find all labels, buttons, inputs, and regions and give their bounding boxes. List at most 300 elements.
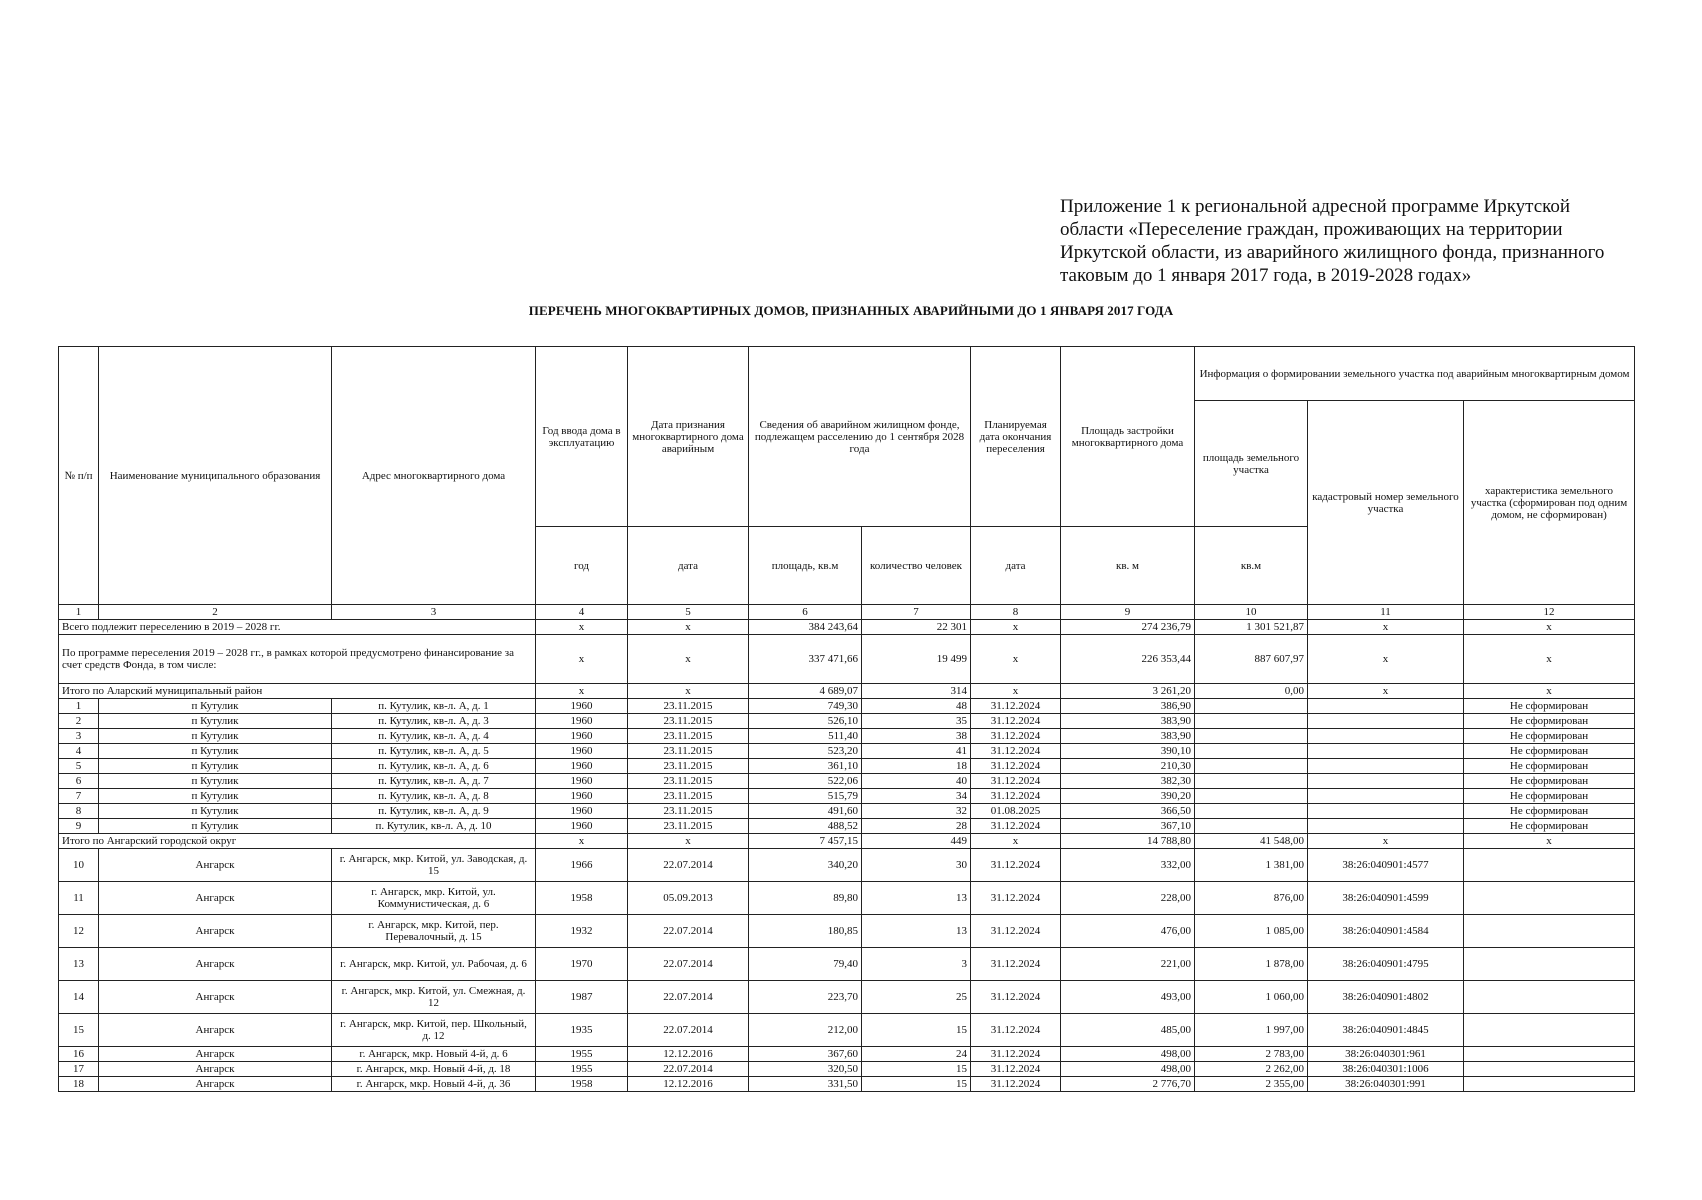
row-number: 17 bbox=[59, 1062, 99, 1077]
end-date-cell: 31.12.2024 bbox=[971, 714, 1061, 729]
build-area-cell: 228,00 bbox=[1061, 882, 1195, 915]
people-cell: 30 bbox=[862, 849, 971, 882]
column-number: 9 bbox=[1061, 605, 1195, 620]
land-area-cell bbox=[1195, 789, 1308, 804]
appendix-line: таковым до 1 января 2017 года, в 2019-2028 годах» bbox=[1060, 265, 1472, 286]
municipality-cell: Ангарск bbox=[99, 882, 332, 915]
row-number: 1 bbox=[59, 699, 99, 714]
address-cell: г. Ангарск, мкр. Новый 4-й, д. 36 bbox=[332, 1077, 536, 1092]
land-area-cell bbox=[1195, 744, 1308, 759]
municipality-cell: Ангарск bbox=[99, 981, 332, 1014]
address-cell: г. Ангарск, мкр. Китой, ул. Заводская, д. 15 bbox=[332, 849, 536, 882]
end-date-cell: 31.12.2024 bbox=[971, 915, 1061, 948]
cadastral-cell: 38:26:040301:991 bbox=[1308, 1077, 1464, 1092]
build-area-cell: 390,10 bbox=[1061, 744, 1195, 759]
land-status-cell bbox=[1464, 981, 1635, 1014]
unit-area: площадь, кв.м bbox=[749, 527, 862, 605]
row-number: 3 bbox=[59, 729, 99, 744]
area-cell: 89,80 bbox=[749, 882, 862, 915]
program-cell: x bbox=[971, 635, 1061, 684]
column-number: 8 bbox=[971, 605, 1061, 620]
area-cell: 361,10 bbox=[749, 759, 862, 774]
header-build-area: Площадь застройки многоквартирного дома bbox=[1061, 347, 1195, 527]
cadastral-cell bbox=[1308, 759, 1464, 774]
municipality-cell: п Кутулик bbox=[99, 774, 332, 789]
row-number: 7 bbox=[59, 789, 99, 804]
end-date-cell: 31.12.2024 bbox=[971, 744, 1061, 759]
column-number: 12 bbox=[1464, 605, 1635, 620]
land-status-cell: Не сформирован bbox=[1464, 789, 1635, 804]
table-row bbox=[59, 699, 1635, 714]
end-date-cell: 31.12.2024 bbox=[971, 699, 1061, 714]
build-area-cell: 485,00 bbox=[1061, 1014, 1195, 1047]
cadastral-cell bbox=[1308, 774, 1464, 789]
appendix-line: области «Переселение граждан, проживающих на территории bbox=[1060, 219, 1563, 240]
row-number: 18 bbox=[59, 1077, 99, 1092]
address-cell: п. Кутулик, кв-л. А, д. 7 bbox=[332, 774, 536, 789]
build-area-cell: 493,00 bbox=[1061, 981, 1195, 1014]
column-numbers-row bbox=[59, 605, 1635, 620]
people-cell: 3 bbox=[862, 948, 971, 981]
year-cell: 1960 bbox=[536, 819, 628, 834]
total-cell: x bbox=[971, 620, 1061, 635]
people-cell: 25 bbox=[862, 981, 971, 1014]
area-cell: 367,60 bbox=[749, 1047, 862, 1062]
address-cell: п. Кутулик, кв-л. А, д. 3 bbox=[332, 714, 536, 729]
table-row bbox=[59, 804, 1635, 819]
header-land-area: площадь земельного участка bbox=[1195, 401, 1308, 527]
alar-total-row bbox=[59, 684, 1635, 699]
year-cell: 1960 bbox=[536, 759, 628, 774]
municipality-cell: п Кутулик bbox=[99, 714, 332, 729]
end-date-cell: 31.12.2024 bbox=[971, 981, 1061, 1014]
build-area-cell: 332,00 bbox=[1061, 849, 1195, 882]
land-area-cell: 876,00 bbox=[1195, 882, 1308, 915]
area-cell: 331,50 bbox=[749, 1077, 862, 1092]
cadastral-cell: 38:26:040901:4584 bbox=[1308, 915, 1464, 948]
municipality-cell: Ангарск bbox=[99, 1062, 332, 1077]
land-area-cell: 1 085,00 bbox=[1195, 915, 1308, 948]
date-cell: 22.07.2014 bbox=[628, 849, 749, 882]
cadastral-cell: 38:26:040901:4599 bbox=[1308, 882, 1464, 915]
people-cell: 34 bbox=[862, 789, 971, 804]
people-cell: 28 bbox=[862, 819, 971, 834]
land-area-cell: 2 783,00 bbox=[1195, 1047, 1308, 1062]
date-cell: 12.12.2016 bbox=[628, 1077, 749, 1092]
emergency-housing-table bbox=[58, 346, 1635, 1092]
date-cell: 22.07.2014 bbox=[628, 981, 749, 1014]
build-area-cell: 498,00 bbox=[1061, 1047, 1195, 1062]
angarsk-total-row bbox=[59, 834, 1635, 849]
row-number: 12 bbox=[59, 915, 99, 948]
date-cell: 22.07.2014 bbox=[628, 1062, 749, 1077]
date-cell: 23.11.2015 bbox=[628, 699, 749, 714]
end-date-cell: 31.12.2024 bbox=[971, 948, 1061, 981]
total-cell: 1 301 521,87 bbox=[1195, 620, 1308, 635]
cadastral-cell: 38:26:040301:1006 bbox=[1308, 1062, 1464, 1077]
subtotal-cell: 0,00 bbox=[1195, 684, 1308, 699]
build-area-cell: 367,10 bbox=[1061, 819, 1195, 834]
build-area-cell: 383,90 bbox=[1061, 729, 1195, 744]
total-label: Всего подлежит переселению в 2019 – 2028 гг. bbox=[59, 620, 536, 635]
date-cell: 22.07.2014 bbox=[628, 948, 749, 981]
people-cell: 41 bbox=[862, 744, 971, 759]
land-area-cell bbox=[1195, 714, 1308, 729]
table-row bbox=[59, 819, 1635, 834]
year-cell: 1966 bbox=[536, 849, 628, 882]
area-cell: 223,70 bbox=[749, 981, 862, 1014]
date-cell: 23.11.2015 bbox=[628, 789, 749, 804]
cadastral-cell bbox=[1308, 729, 1464, 744]
row-number: 13 bbox=[59, 948, 99, 981]
column-number: 3 bbox=[332, 605, 536, 620]
area-cell: 212,00 bbox=[749, 1014, 862, 1047]
people-cell: 40 bbox=[862, 774, 971, 789]
header-land-status: характеристика земельного участка (сформирован под одним домом, не сформирован) bbox=[1464, 401, 1635, 605]
row-number: 6 bbox=[59, 774, 99, 789]
end-date-cell: 31.12.2024 bbox=[971, 882, 1061, 915]
row-number: 9 bbox=[59, 819, 99, 834]
table-row bbox=[59, 915, 1635, 948]
header-year-built: Год ввода дома в эксплуатацию bbox=[536, 347, 628, 527]
people-cell: 18 bbox=[862, 759, 971, 774]
people-cell: 38 bbox=[862, 729, 971, 744]
land-status-cell bbox=[1464, 1014, 1635, 1047]
municipality-cell: п Кутулик bbox=[99, 789, 332, 804]
row-number: 4 bbox=[59, 744, 99, 759]
cadastral-cell bbox=[1308, 714, 1464, 729]
subtotal-cell: x bbox=[536, 684, 628, 699]
address-cell: п. Кутулик, кв-л. А, д. 6 bbox=[332, 759, 536, 774]
end-date-cell: 31.12.2024 bbox=[971, 819, 1061, 834]
land-area-cell: 1 381,00 bbox=[1195, 849, 1308, 882]
total-cell: x bbox=[536, 620, 628, 635]
address-cell: п. Кутулик, кв-л. А, д. 8 bbox=[332, 789, 536, 804]
subtotal-cell: x bbox=[1308, 834, 1464, 849]
row-number: 15 bbox=[59, 1014, 99, 1047]
build-area-cell: 366,50 bbox=[1061, 804, 1195, 819]
people-cell: 24 bbox=[862, 1047, 971, 1062]
people-cell: 32 bbox=[862, 804, 971, 819]
year-cell: 1960 bbox=[536, 774, 628, 789]
table-row bbox=[59, 729, 1635, 744]
column-number: 1 bbox=[59, 605, 99, 620]
land-status-cell: Не сформирован bbox=[1464, 729, 1635, 744]
table-row bbox=[59, 714, 1635, 729]
column-number: 7 bbox=[862, 605, 971, 620]
area-cell: 488,52 bbox=[749, 819, 862, 834]
build-area-cell: 498,00 bbox=[1061, 1062, 1195, 1077]
year-cell: 1958 bbox=[536, 1077, 628, 1092]
address-cell: г. Ангарск, мкр. Китой, пер. Школьный, д. 12 bbox=[332, 1014, 536, 1047]
year-cell: 1935 bbox=[536, 1014, 628, 1047]
total-cell: 384 243,64 bbox=[749, 620, 862, 635]
cadastral-cell: 38:26:040901:4577 bbox=[1308, 849, 1464, 882]
year-cell: 1955 bbox=[536, 1062, 628, 1077]
area-cell: 340,20 bbox=[749, 849, 862, 882]
row-number: 16 bbox=[59, 1047, 99, 1062]
municipality-cell: п Кутулик bbox=[99, 699, 332, 714]
people-cell: 35 bbox=[862, 714, 971, 729]
year-cell: 1958 bbox=[536, 882, 628, 915]
end-date-cell: 31.12.2024 bbox=[971, 759, 1061, 774]
land-status-cell: Не сформирован bbox=[1464, 744, 1635, 759]
appendix-line: Иркутской области, из аварийного жилищного фонда, признанного bbox=[1060, 242, 1605, 263]
cadastral-cell: 38:26:040901:4802 bbox=[1308, 981, 1464, 1014]
header-housing-info: Сведения об аварийном жилищном фонде, подлежащем расселению до 1 сентября 2028 года bbox=[749, 347, 971, 527]
table-row bbox=[59, 882, 1635, 915]
year-cell: 1932 bbox=[536, 915, 628, 948]
unit-land-sqm: кв.м bbox=[1195, 527, 1308, 605]
build-area-cell: 386,90 bbox=[1061, 699, 1195, 714]
land-status-cell: Не сформирован bbox=[1464, 774, 1635, 789]
column-number: 5 bbox=[628, 605, 749, 620]
municipality-cell: Ангарск bbox=[99, 1014, 332, 1047]
area-cell: 526,10 bbox=[749, 714, 862, 729]
row-number: 10 bbox=[59, 849, 99, 882]
area-cell: 180,85 bbox=[749, 915, 862, 948]
area-cell: 523,20 bbox=[749, 744, 862, 759]
table-row bbox=[59, 1077, 1635, 1092]
header-address: Адрес многоквартирного дома bbox=[332, 347, 536, 605]
subtotal-cell: 3 261,20 bbox=[1061, 684, 1195, 699]
subtotal-cell: x bbox=[628, 684, 749, 699]
cadastral-cell bbox=[1308, 699, 1464, 714]
row-number: 5 bbox=[59, 759, 99, 774]
column-number: 2 bbox=[99, 605, 332, 620]
municipality-cell: Ангарск bbox=[99, 1077, 332, 1092]
land-status-cell: Не сформирован bbox=[1464, 819, 1635, 834]
end-date-cell: 31.12.2024 bbox=[971, 789, 1061, 804]
subtotal-cell: x bbox=[971, 684, 1061, 699]
land-status-cell bbox=[1464, 915, 1635, 948]
total-cell: x bbox=[1464, 620, 1635, 635]
address-cell: п. Кутулик, кв-л. А, д. 10 bbox=[332, 819, 536, 834]
people-cell: 48 bbox=[862, 699, 971, 714]
municipality-cell: Ангарск bbox=[99, 849, 332, 882]
people-cell: 15 bbox=[862, 1014, 971, 1047]
unit-year: год bbox=[536, 527, 628, 605]
cadastral-cell bbox=[1308, 804, 1464, 819]
program-cell: 887 607,97 bbox=[1195, 635, 1308, 684]
row-number: 8 bbox=[59, 804, 99, 819]
subtotal-cell: x bbox=[628, 834, 749, 849]
header-num: № п/п bbox=[59, 347, 99, 605]
unit-sqm: кв. м bbox=[1061, 527, 1195, 605]
end-date-cell: 31.12.2024 bbox=[971, 1062, 1061, 1077]
people-cell: 15 bbox=[862, 1062, 971, 1077]
municipality-cell: Ангарск bbox=[99, 948, 332, 981]
program-cell: x bbox=[536, 635, 628, 684]
column-number: 6 bbox=[749, 605, 862, 620]
address-cell: п. Кутулик, кв-л. А, д. 9 bbox=[332, 804, 536, 819]
header-municipality: Наименование муниципального образования bbox=[99, 347, 332, 605]
table-row bbox=[59, 948, 1635, 981]
land-status-cell: Не сформирован bbox=[1464, 714, 1635, 729]
total-cell: x bbox=[1308, 620, 1464, 635]
build-area-cell: 390,20 bbox=[1061, 789, 1195, 804]
land-area-cell bbox=[1195, 729, 1308, 744]
table-row bbox=[59, 1014, 1635, 1047]
date-cell: 23.11.2015 bbox=[628, 804, 749, 819]
header-cadastral: кадастровый номер земельного участка bbox=[1308, 401, 1464, 605]
land-area-cell bbox=[1195, 699, 1308, 714]
date-cell: 05.09.2013 bbox=[628, 882, 749, 915]
unit-date: дата bbox=[628, 527, 749, 605]
year-cell: 1987 bbox=[536, 981, 628, 1014]
address-cell: г. Ангарск, мкр. Китой, пер. Перевалочный, д. 15 bbox=[332, 915, 536, 948]
appendix-line: Приложение 1 к региональной адресной программе Иркутской bbox=[1060, 196, 1571, 217]
build-area-cell: 476,00 bbox=[1061, 915, 1195, 948]
area-cell: 320,50 bbox=[749, 1062, 862, 1077]
table-row bbox=[59, 789, 1635, 804]
address-cell: г. Ангарск, мкр. Китой, ул. Рабочая, д. 6 bbox=[332, 948, 536, 981]
subtotal-cell: 41 548,00 bbox=[1195, 834, 1308, 849]
date-cell: 23.11.2015 bbox=[628, 819, 749, 834]
subtotal-cell: x bbox=[1464, 684, 1635, 699]
end-date-cell: 31.12.2024 bbox=[971, 729, 1061, 744]
date-cell: 23.11.2015 bbox=[628, 714, 749, 729]
program-cell: x bbox=[1308, 635, 1464, 684]
subtotal-label: Итого по Аларский муниципальный район bbox=[59, 684, 536, 699]
row-number: 2 bbox=[59, 714, 99, 729]
area-cell: 522,06 bbox=[749, 774, 862, 789]
end-date-cell: 31.12.2024 bbox=[971, 1077, 1061, 1092]
land-area-cell: 1 997,00 bbox=[1195, 1014, 1308, 1047]
grand-total-row bbox=[59, 620, 1635, 635]
land-status-cell: Не сформирован bbox=[1464, 804, 1635, 819]
land-status-cell: Не сформирован bbox=[1464, 759, 1635, 774]
program-cell: 337 471,66 bbox=[749, 635, 862, 684]
table-row bbox=[59, 981, 1635, 1014]
table-row bbox=[59, 849, 1635, 882]
row-number: 11 bbox=[59, 882, 99, 915]
subtotal-cell: 7 457,15 bbox=[749, 834, 862, 849]
program-cell: 19 499 bbox=[862, 635, 971, 684]
program-label: По программе переселения 2019 – 2028 гг., в рамках которой предусмотрено финансирование за счет средств Фонда, в том числе: bbox=[59, 635, 536, 684]
column-number: 10 bbox=[1195, 605, 1308, 620]
cadastral-cell: 38:26:040901:4845 bbox=[1308, 1014, 1464, 1047]
date-cell: 23.11.2015 bbox=[628, 744, 749, 759]
people-cell: 13 bbox=[862, 915, 971, 948]
subtotal-cell: x bbox=[971, 834, 1061, 849]
area-cell: 515,79 bbox=[749, 789, 862, 804]
subtotal-cell: 14 788,80 bbox=[1061, 834, 1195, 849]
land-status-cell: Не сформирован bbox=[1464, 699, 1635, 714]
subtotal-cell: x bbox=[536, 834, 628, 849]
column-number: 4 bbox=[536, 605, 628, 620]
land-status-cell bbox=[1464, 882, 1635, 915]
land-area-cell bbox=[1195, 819, 1308, 834]
year-cell: 1960 bbox=[536, 699, 628, 714]
area-cell: 749,30 bbox=[749, 699, 862, 714]
build-area-cell: 2 776,70 bbox=[1061, 1077, 1195, 1092]
address-cell: г. Ангарск, мкр. Китой, ул. Коммунистическая, д. 6 bbox=[332, 882, 536, 915]
municipality-cell: п Кутулик bbox=[99, 804, 332, 819]
municipality-cell: п Кутулик bbox=[99, 759, 332, 774]
municipality-cell: п Кутулик bbox=[99, 729, 332, 744]
land-area-cell: 1 060,00 bbox=[1195, 981, 1308, 1014]
date-cell: 22.07.2014 bbox=[628, 915, 749, 948]
table-body bbox=[59, 620, 1635, 1092]
land-status-cell bbox=[1464, 948, 1635, 981]
address-cell: п. Кутулик, кв-л. А, д. 5 bbox=[332, 744, 536, 759]
land-area-cell: 2 355,00 bbox=[1195, 1077, 1308, 1092]
year-cell: 1960 bbox=[536, 714, 628, 729]
program-cell: 226 353,44 bbox=[1061, 635, 1195, 684]
year-cell: 1960 bbox=[536, 789, 628, 804]
area-cell: 491,60 bbox=[749, 804, 862, 819]
area-cell: 79,40 bbox=[749, 948, 862, 981]
unit-people: количество человек bbox=[862, 527, 971, 605]
build-area-cell: 221,00 bbox=[1061, 948, 1195, 981]
land-status-cell bbox=[1464, 1077, 1635, 1092]
unit-end-date: дата bbox=[971, 527, 1061, 605]
program-cell: x bbox=[628, 635, 749, 684]
build-area-cell: 210,30 bbox=[1061, 759, 1195, 774]
end-date-cell: 31.12.2024 bbox=[971, 849, 1061, 882]
land-area-cell bbox=[1195, 804, 1308, 819]
table-row bbox=[59, 759, 1635, 774]
end-date-cell: 31.12.2024 bbox=[971, 1047, 1061, 1062]
table-row bbox=[59, 1047, 1635, 1062]
end-date-cell: 31.12.2024 bbox=[971, 1014, 1061, 1047]
table-row bbox=[59, 774, 1635, 789]
program-total-row bbox=[59, 635, 1635, 684]
table-row bbox=[59, 1062, 1635, 1077]
municipality-cell: Ангарск bbox=[99, 915, 332, 948]
subtotal-cell: x bbox=[1308, 684, 1464, 699]
build-area-cell: 382,30 bbox=[1061, 774, 1195, 789]
cadastral-cell: 38:26:040301:961 bbox=[1308, 1047, 1464, 1062]
address-cell: п. Кутулик, кв-л. А, д. 1 bbox=[332, 699, 536, 714]
total-cell: x bbox=[628, 620, 749, 635]
municipality-cell: п Кутулик bbox=[99, 744, 332, 759]
program-cell: x bbox=[1464, 635, 1635, 684]
cadastral-cell: 38:26:040901:4795 bbox=[1308, 948, 1464, 981]
date-cell: 23.11.2015 bbox=[628, 729, 749, 744]
cadastral-cell bbox=[1308, 744, 1464, 759]
date-cell: 23.11.2015 bbox=[628, 759, 749, 774]
land-status-cell bbox=[1464, 1047, 1635, 1062]
date-cell: 12.12.2016 bbox=[628, 1047, 749, 1062]
cadastral-cell bbox=[1308, 789, 1464, 804]
header-date-recognized: Дата признания многоквартирного дома аварийным bbox=[628, 347, 749, 527]
subtotal-label: Итого по Ангарский городской округ bbox=[59, 834, 536, 849]
table-row bbox=[59, 744, 1635, 759]
subtotal-cell: x bbox=[1464, 834, 1635, 849]
land-area-cell bbox=[1195, 759, 1308, 774]
cadastral-cell bbox=[1308, 819, 1464, 834]
header-land-group: Информация о формировании земельного участка под аварийным многоквартирным домом bbox=[1195, 347, 1635, 401]
subtotal-cell: 4 689,07 bbox=[749, 684, 862, 699]
year-cell: 1970 bbox=[536, 948, 628, 981]
total-cell: 22 301 bbox=[862, 620, 971, 635]
appendix-note bbox=[1060, 195, 1620, 287]
municipality-cell: п Кутулик bbox=[99, 819, 332, 834]
municipality-cell: Ангарск bbox=[99, 1047, 332, 1062]
people-cell: 13 bbox=[862, 882, 971, 915]
document-title: ПЕРЕЧЕНЬ МНОГОКВАРТИРНЫХ ДОМОВ, ПРИЗНАННЫХ АВАРИЙНЫМИ ДО 1 ЯНВАРЯ 2017 ГОДА bbox=[528, 303, 1174, 318]
land-status-cell bbox=[1464, 1062, 1635, 1077]
address-cell: г. Ангарск, мкр. Новый 4-й, д. 18 bbox=[332, 1062, 536, 1077]
year-cell: 1955 bbox=[536, 1047, 628, 1062]
people-cell: 15 bbox=[862, 1077, 971, 1092]
date-cell: 23.11.2015 bbox=[628, 774, 749, 789]
land-area-cell: 2 262,00 bbox=[1195, 1062, 1308, 1077]
build-area-cell: 383,90 bbox=[1061, 714, 1195, 729]
column-number: 11 bbox=[1308, 605, 1464, 620]
